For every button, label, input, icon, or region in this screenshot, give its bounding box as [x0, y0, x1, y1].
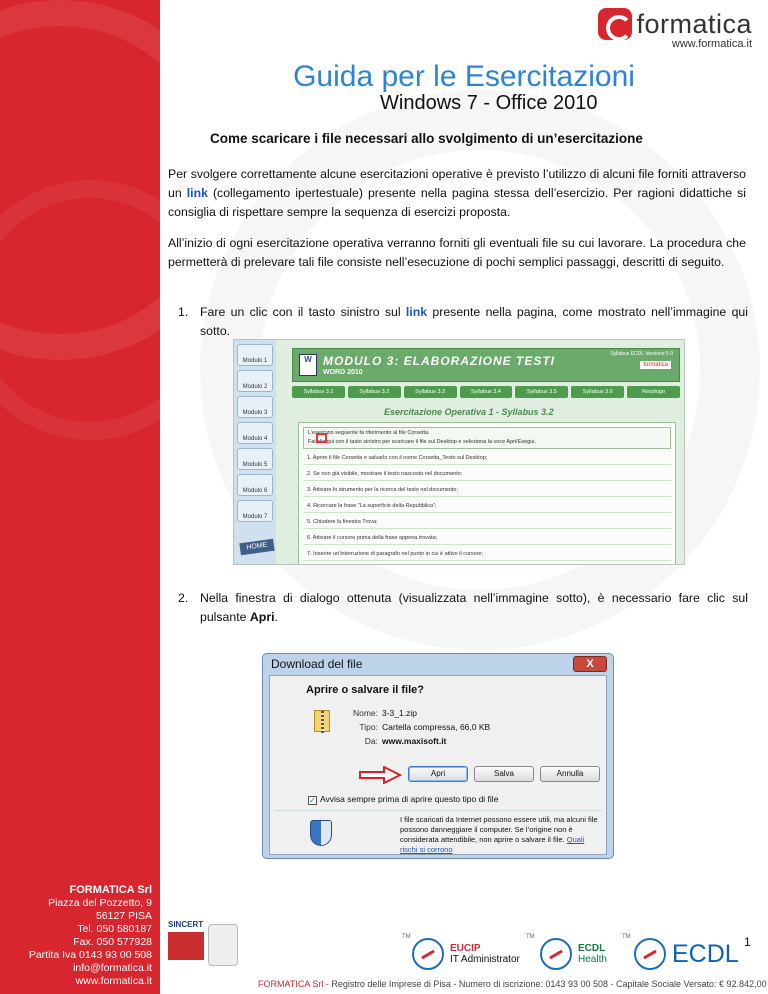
dialog-question: Aprire o salvare il file? — [306, 684, 424, 696]
address-line: Piazza del Pozzetto, 9 — [48, 897, 152, 909]
exercise-row: 6. Attivare il cursore prima della frase appena trovata; — [303, 533, 671, 545]
module-title: MODULO 3: ELABORAZIONE TESTI — [323, 354, 555, 368]
nav-module-5[interactable]: Modulo 5 — [237, 448, 273, 470]
company-address — [29, 884, 152, 988]
red-arrow-icon — [358, 766, 402, 784]
tab-riepilogo[interactable]: Riepilogo — [627, 386, 680, 398]
header-website: www.formatica.it — [671, 38, 752, 50]
security-warning: I file scaricati da Internet possono essere utili, ma alcuni file possono danneggiare il computer. Se l’origine non è considerata attendibile, non aprire o salvare il file. Quali rischi si corrono — [400, 815, 598, 854]
tab-syllabus-3-4[interactable]: Syllabus 3.4 — [460, 386, 513, 398]
intro-paragraph-1: Per svolgere correttamente alcune esercitazioni operative è previsto l’utilizzo di alcuni file forniti attraverso un link (collegamento ipertestuale) presente nella pagina stessa dell’esercizio. Per ragioni didattiche si consiglia di rispettare sempre la sequenza di esercizi proposta. — [168, 167, 746, 219]
sincert-logo: SINCERT — [168, 920, 204, 970]
page-number: 1 — [744, 935, 751, 949]
always-ask-checkbox[interactable]: ✓ Avvisa sempre prima di aprire questo tipo di file — [309, 794, 499, 805]
intro-paragraph-2: All’inizio di ogni esercitazione operativa verranno forniti gli eventuali file su cui lavorare. La procedura che permetterà di prelevare tali file consiste nell’esecuzione di pochi semplici passaggi, descritti di seguito. — [168, 236, 746, 269]
decorative-swirl — [0, 180, 160, 440]
exercise-row: 1. Aprire il file Corsetta e salvarlo con il nome Corsetta_Testo sul Desktop; — [303, 453, 671, 465]
red-sidebar — [0, 0, 160, 994]
address-line: 56127 PISA — [95, 910, 152, 922]
tab-syllabus-3-5[interactable]: Syllabus 3.5 — [515, 386, 568, 398]
nav-module-4[interactable]: Modulo 4 — [237, 422, 273, 444]
zip-file-icon — [314, 710, 330, 732]
exercise-row: 2. Se non già visibile, mostrare il testo nascosto nel documento; — [303, 469, 671, 481]
nav-module-7[interactable]: Modulo 7 — [237, 500, 273, 522]
dialog-body — [269, 675, 607, 855]
logo-text: formatica — [636, 8, 752, 39]
open-button[interactable]: Apri — [408, 766, 468, 782]
exercise-row: 7. Inserire un’interruzione di paragrafo nel punto in cui è attivo il cursore; — [303, 549, 671, 561]
module-nav — [234, 340, 276, 565]
page-title: Guida per le Esercitazioni — [293, 60, 635, 93]
link-word: link — [186, 186, 208, 200]
save-button[interactable]: Salva — [474, 766, 534, 782]
exercise-content — [298, 422, 676, 565]
link-highlight-box[interactable] — [316, 433, 327, 443]
website-line: www.formatica.it — [75, 975, 152, 987]
fax-line: Fax. 050 577928 — [73, 936, 152, 948]
exercise-row: 4. Ricercare la frase "La superficie della Repubblica"; — [303, 501, 671, 513]
ecdl-emblem-icon — [540, 938, 572, 970]
exercise-title: Esercitazione Operativa 1 - Syllabus 3.2 — [384, 407, 554, 417]
step-1-text: Fare un clic con il tasto sinistro sul link presente nella pagina, come mostrato nell’immagine qui sotto. — [200, 305, 748, 338]
risks-link[interactable]: Quali rischi si corrono — [400, 835, 585, 854]
tab-syllabus-3-6[interactable]: Syllabus 3.6 — [571, 386, 624, 398]
email-line: info@formatica.it — [73, 962, 152, 974]
vat-line: Partita Iva 0143 93 00 508 — [28, 949, 152, 961]
download-dialog-screenshot — [262, 653, 614, 859]
file-source: Da: www.maxisoft.it — [364, 736, 447, 746]
divider — [274, 810, 602, 811]
close-button[interactable]: X — [573, 656, 607, 672]
checkbox-checked-icon[interactable]: ✓ — [309, 796, 316, 805]
eucip-logo: EUCIP IT Administrator — [412, 938, 520, 970]
file-type: Tipo: Cartella compressa, 66,0 KB — [359, 722, 491, 732]
syllabus-version: Syllabus ECDL Versione 5.0 — [610, 351, 673, 357]
step-2: 2. Nella finestra di dialogo ottenuta (visualizzata nell’immagine sotto), è necessario fare clic sul pulsante Apri. — [178, 589, 748, 627]
tab-syllabus-3-3[interactable]: Syllabus 3.3 — [404, 386, 457, 398]
step-1: 1. Fare un clic con il tasto sinistro sul link presente nella pagina, come mostrato nell’immagine qui sotto. — [178, 303, 748, 341]
nav-module-3[interactable]: Modulo 3 — [237, 396, 273, 418]
sincert-mark — [168, 932, 204, 960]
link-word: link — [405, 305, 428, 319]
ecdl-logo: ECDL — [634, 938, 739, 970]
course-page-screenshot — [233, 339, 685, 565]
exercise-row: 3. Attivare lo strumento per la ricerca del testo nel documento; — [303, 485, 671, 497]
nav-module-2[interactable]: Modulo 2 — [237, 370, 273, 392]
company-name: FORMATICA Srl — [69, 884, 152, 896]
nav-module-6[interactable]: Modulo 6 — [237, 474, 273, 496]
phone-line: Tel. 050 580187 — [77, 923, 152, 935]
bureau-veritas-seal — [208, 924, 238, 966]
exercise-intro: L’esercizio seguente fa riferimento al file Corsetta. Fai clic qui con il tasto sinistro per scaricare il file sul Desktop e seleziona la voce Apri/Esegui. — [303, 427, 671, 449]
section-heading: Come scaricare i file necessari allo svolgimento di un’esercitazione — [210, 131, 643, 146]
apri-word: Apri — [249, 610, 275, 624]
page-footer: FORMATICA Srl - Registro delle Imprese di Pisa - Numero di iscrizione: 0143 93 00 508 - Capitale Sociale Versato: € 92.842,00 — [258, 979, 767, 989]
syllabus-tabs — [292, 386, 680, 398]
brand-badge: formatica — [640, 361, 671, 369]
tab-syllabus-3-2[interactable]: Syllabus 3.2 — [348, 386, 401, 398]
formatica-logo-icon — [598, 8, 632, 40]
module-subtitle: WORD 2010 — [323, 369, 363, 376]
exercise-row: 5. Chiudere la finestra Trova; — [303, 517, 671, 529]
tab-syllabus-3-1[interactable]: Syllabus 3.1 — [292, 386, 345, 398]
trademark: TM — [526, 934, 535, 940]
cancel-button[interactable]: Annulla — [540, 766, 600, 782]
module-header — [292, 348, 680, 382]
trademark: TM — [402, 934, 411, 940]
ecdl-emblem-icon — [634, 938, 666, 970]
home-button[interactable]: HOME — [239, 539, 274, 556]
security-shield-icon — [310, 820, 332, 846]
trademark: TM — [622, 934, 631, 940]
ecdl-health-logo: ECDL Health — [540, 938, 607, 970]
word-icon: W — [299, 354, 317, 376]
file-name: Nome: 3-3_1.zip — [352, 708, 417, 718]
eucip-emblem-icon — [412, 938, 444, 970]
formatica-logo — [598, 8, 752, 40]
nav-module-1[interactable]: Modulo 1 — [237, 344, 273, 366]
step-2-text: Nella finestra di dialogo ottenuta (visualizzata nell’immagine sotto), è necessario fare clic sul pulsante Apri. — [200, 591, 748, 624]
dialog-title: Download del file — [271, 657, 363, 671]
page-subtitle: Windows 7 - Office 2010 — [380, 92, 598, 114]
